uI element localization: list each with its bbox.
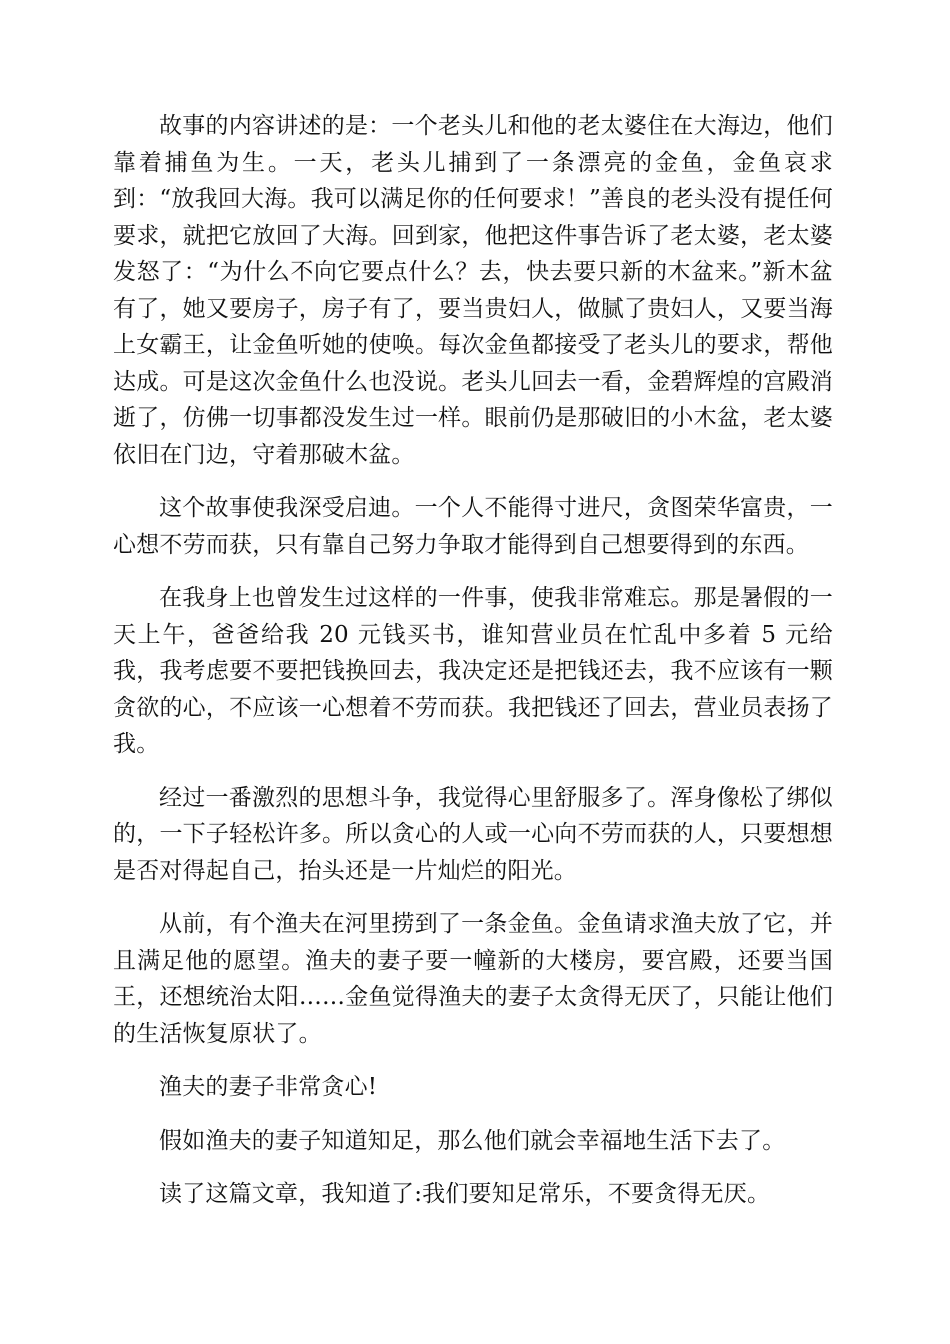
paragraph-story-summary: 故事的内容讲述的是：一个老头儿和他的老太婆住在大海边，他们靠着捕鱼为生。一天，老头儿捕到了一条漂亮的金鱼，金鱼哀求到：“放我回大海。我可以满足你的任何要求！”善良的老头没有提任何要求，就把它放回了大海。回到家，他把这件事告诉了老太婆，老太婆发怒了：“为什么不向它要点什么？去，快去要只新的木盆来。”新木盆有了，她又要房子，房子有了，要当贵妇人，做腻了贵妇人，又要当海上女霸王，让金鱼听她的使唤。每次金鱼都接受了老头儿的要求，帮他达成。可是这次金鱼什么也没说。老头儿回去一看，金碧辉煌的宫殿消逝了，仿佛一切事都没发生过一样。眼前仍是那破旧的小木盆，老太婆依旧在门边，守着那破木盆。 xyxy=(113,113,833,468)
paragraph-conclusion: 读了这篇文章，我知道了:我们要知足常乐，不要贪得无厌。 xyxy=(159,1181,771,1207)
paragraph-lesson: 这个故事使我深受启迪。一个人不能得寸进尺，贪图荣华富贵，一心想不劳而获，只有靠自己努力争取才能得到自己想要得到的东西。 xyxy=(113,495,833,558)
paragraph-personal-experience: 在我身上也曾发生过这样的一件事，使我非常难忘。那是暑假的一天上午，爸爸给我 20 元钱买书，谁知营业员在忙乱中多着 5 元给我，我考虑要不要把钱换回去，我决定还是把钱还去，我不应该有一颗贪欲的心，不应该一心想着不劳而获。我把钱还了回去，营业员表扬了我。 xyxy=(113,585,833,757)
paragraph-reflection: 经过一番激烈的思想斗争，我觉得心里舒服多了。浑身像松了绑似的，一下子轻松许多。所以贪心的人或一心向不劳而获的人，只要想想是否对得起自己，抬头还是一片灿烂的阳光。 xyxy=(113,784,833,884)
paragraph-retelling: 从前，有个渔夫在河里捞到了一条金鱼。金鱼请求渔夫放了它，并且满足他的愿望。渔夫的妻子要一幢新的大楼房，要宫殿，还要当国王，还想统治太阳……金鱼觉得渔夫的妻子太贪得无厌了，只能让他们的生活恢复原状了。 xyxy=(113,911,833,1047)
paragraph-contentment: 假如渔夫的妻子知道知足，那么他们就会幸福地生活下去了。 xyxy=(159,1127,786,1154)
document-body xyxy=(113,108,833,1230)
paragraph-greedy-wife: 渔夫的妻子非常贪心! xyxy=(159,1074,378,1100)
